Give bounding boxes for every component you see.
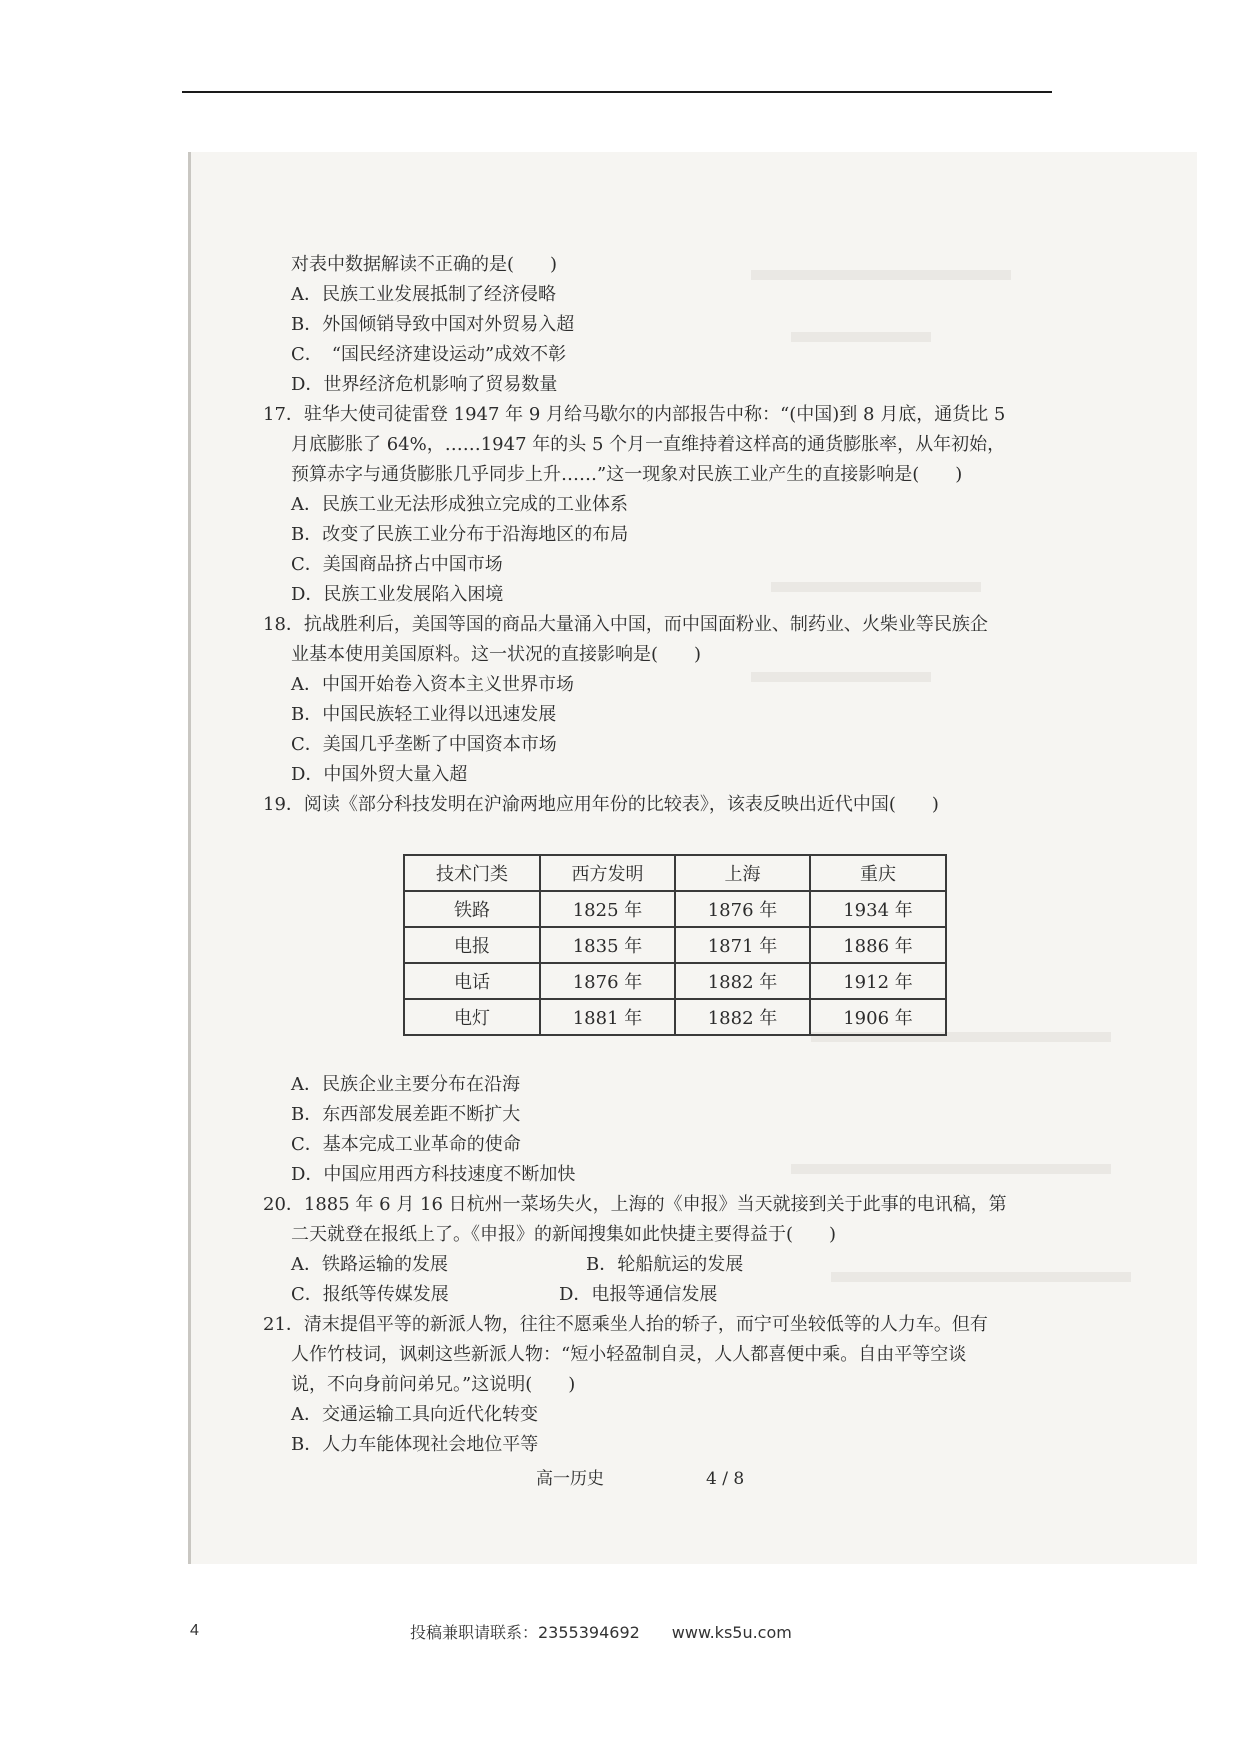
q17-option-b: B．改变了民族工业分布于沿海地区的布局 — [291, 524, 629, 545]
header-rule — [182, 91, 1052, 93]
table-header-cell: 技术门类 — [404, 855, 540, 891]
q16-option-a: A．民族工业发展抵制了经济侵略 — [291, 284, 556, 305]
q16-option-b: B．外国倾销导致中国对外贸易入超 — [291, 314, 575, 335]
table-cell: 1886 年 — [810, 927, 946, 963]
table-cell: 电报 — [404, 927, 540, 963]
table-cell: 电灯 — [404, 999, 540, 1035]
q21-stem-line: 21．清末提倡平等的新派人物，往往不愿乘坐人抬的轿子，而宁可坐较低等的人力车。但有 — [263, 1314, 988, 1335]
table-cell: 1934 年 — [810, 891, 946, 927]
q17-stem-line: 17．驻华大使司徒雷登 1947 年 9 月给马歇尔的内部报告中称：“(中国)到 8 月底，通货比 5 — [263, 404, 1006, 425]
q17-option-a: A．民族工业无法形成独立完成的工业体系 — [291, 494, 628, 515]
contact-footer: 投稿兼职请联系：2355394692 www.ks5u.com — [410, 1623, 792, 1642]
q18-stem-line: 业基本使用美国原料。这一状况的直接影响是( ) — [291, 644, 702, 665]
q20-option-d: D．电报等通信发展 — [559, 1284, 718, 1305]
page-number: 4 — [190, 1622, 199, 1639]
q21-stem-line: 说，不向身前问弟兄。”这说明( ) — [291, 1374, 576, 1395]
q16-option-c: C． “国民经济建设运动”成效不彰 — [291, 344, 567, 365]
q20-option-c: C．报纸等传媒发展 — [291, 1284, 449, 1305]
q17-option-c: C．美国商品挤占中国市场 — [291, 554, 503, 575]
table-cell: 1876 年 — [675, 891, 810, 927]
q18-option-b: B．中国民族轻工业得以迅速发展 — [291, 704, 557, 725]
q17-stem-line: 月底膨胀了 64%，……1947 年的头 5 个月一直维持着这样高的通货膨胀率，从年初始， — [291, 434, 1006, 455]
table-row — [404, 927, 946, 963]
q21-option-b: B．人力车能体现社会地位平等 — [291, 1434, 539, 1455]
table-row — [404, 963, 946, 999]
table-cell: 1882 年 — [675, 999, 810, 1035]
table-cell: 1871 年 — [675, 927, 810, 963]
q20-option-b: B．轮船航运的发展 — [586, 1254, 744, 1275]
table-cell: 1912 年 — [810, 963, 946, 999]
q19-option-b: B．东西部发展差距不断扩大 — [291, 1104, 521, 1125]
q18-option-c: C．美国几乎垄断了中国资本市场 — [291, 734, 557, 755]
q18-option-a: A．中国开始卷入资本主义世界市场 — [291, 674, 574, 695]
q17-option-d: D．民族工业发展陷入困境 — [291, 584, 504, 605]
scan-footer-subject: 高一历史 — [536, 1469, 604, 1489]
table-header-cell: 西方发明 — [540, 855, 675, 891]
q20-stem-line: 二天就登在报纸上了。《申报》的新闻搜集如此快捷主要得益于( ) — [291, 1224, 837, 1245]
q18-stem-line: 18．抗战胜利后，美国等国的商品大量涌入中国，而中国面粉业、制药业、火柴业等民族企 — [263, 614, 988, 635]
q16-option-d: D．世界经济危机影响了贸易数量 — [291, 374, 558, 395]
table-cell: 铁路 — [404, 891, 540, 927]
scanned-exam-page — [188, 152, 1197, 1564]
q21-option-a: A．交通运输工具向近代化转变 — [291, 1404, 538, 1425]
q20-stem-line: 20．1885 年 6 月 16 日杭州一菜场失火，上海的《申报》当天就接到关于此事的电讯稿，第 — [263, 1194, 1007, 1215]
table-row — [404, 999, 946, 1035]
table-header-cell: 上海 — [675, 855, 810, 891]
table-header-cell: 重庆 — [810, 855, 946, 891]
q16-stem: 对表中数据解读不正确的是( ) — [291, 254, 558, 275]
scan-footer-page: 4 / 8 — [706, 1469, 745, 1489]
table-cell: 1835 年 — [540, 927, 675, 963]
q19-option-d: D．中国应用西方科技速度不断加快 — [291, 1164, 576, 1185]
q18-option-d: D．中国外贸大量入超 — [291, 764, 468, 785]
q19-option-a: A．民族企业主要分布在沿海 — [291, 1074, 520, 1095]
table-cell: 1906 年 — [810, 999, 946, 1035]
question-text-area — [191, 152, 1197, 1564]
q19-option-c: C．基本完成工业革命的使命 — [291, 1134, 521, 1155]
table-header-row — [404, 855, 946, 891]
q21-stem-line: 人作竹枝词，讽刺这些新派人物：“短小轻盈制自灵，人人都喜便中乘。自由平等空谈 — [291, 1344, 967, 1365]
table-cell: 1881 年 — [540, 999, 675, 1035]
table-row — [404, 891, 946, 927]
q17-stem-line: 预算赤字与通货膨胀几乎同步上升……”这一现象对民族工业产生的直接影响是( ) — [291, 464, 963, 485]
q20-option-a: A．铁路运输的发展 — [291, 1254, 448, 1275]
table-cell: 电话 — [404, 963, 540, 999]
q19-stem-line: 19．阅读《部分科技发明在沪渝两地应用年份的比较表》，该表反映出近代中国( ) — [263, 794, 939, 815]
table-cell: 1882 年 — [675, 963, 810, 999]
table-cell: 1876 年 — [540, 963, 675, 999]
table-cell: 1825 年 — [540, 891, 675, 927]
tech-comparison-table — [403, 854, 947, 1036]
